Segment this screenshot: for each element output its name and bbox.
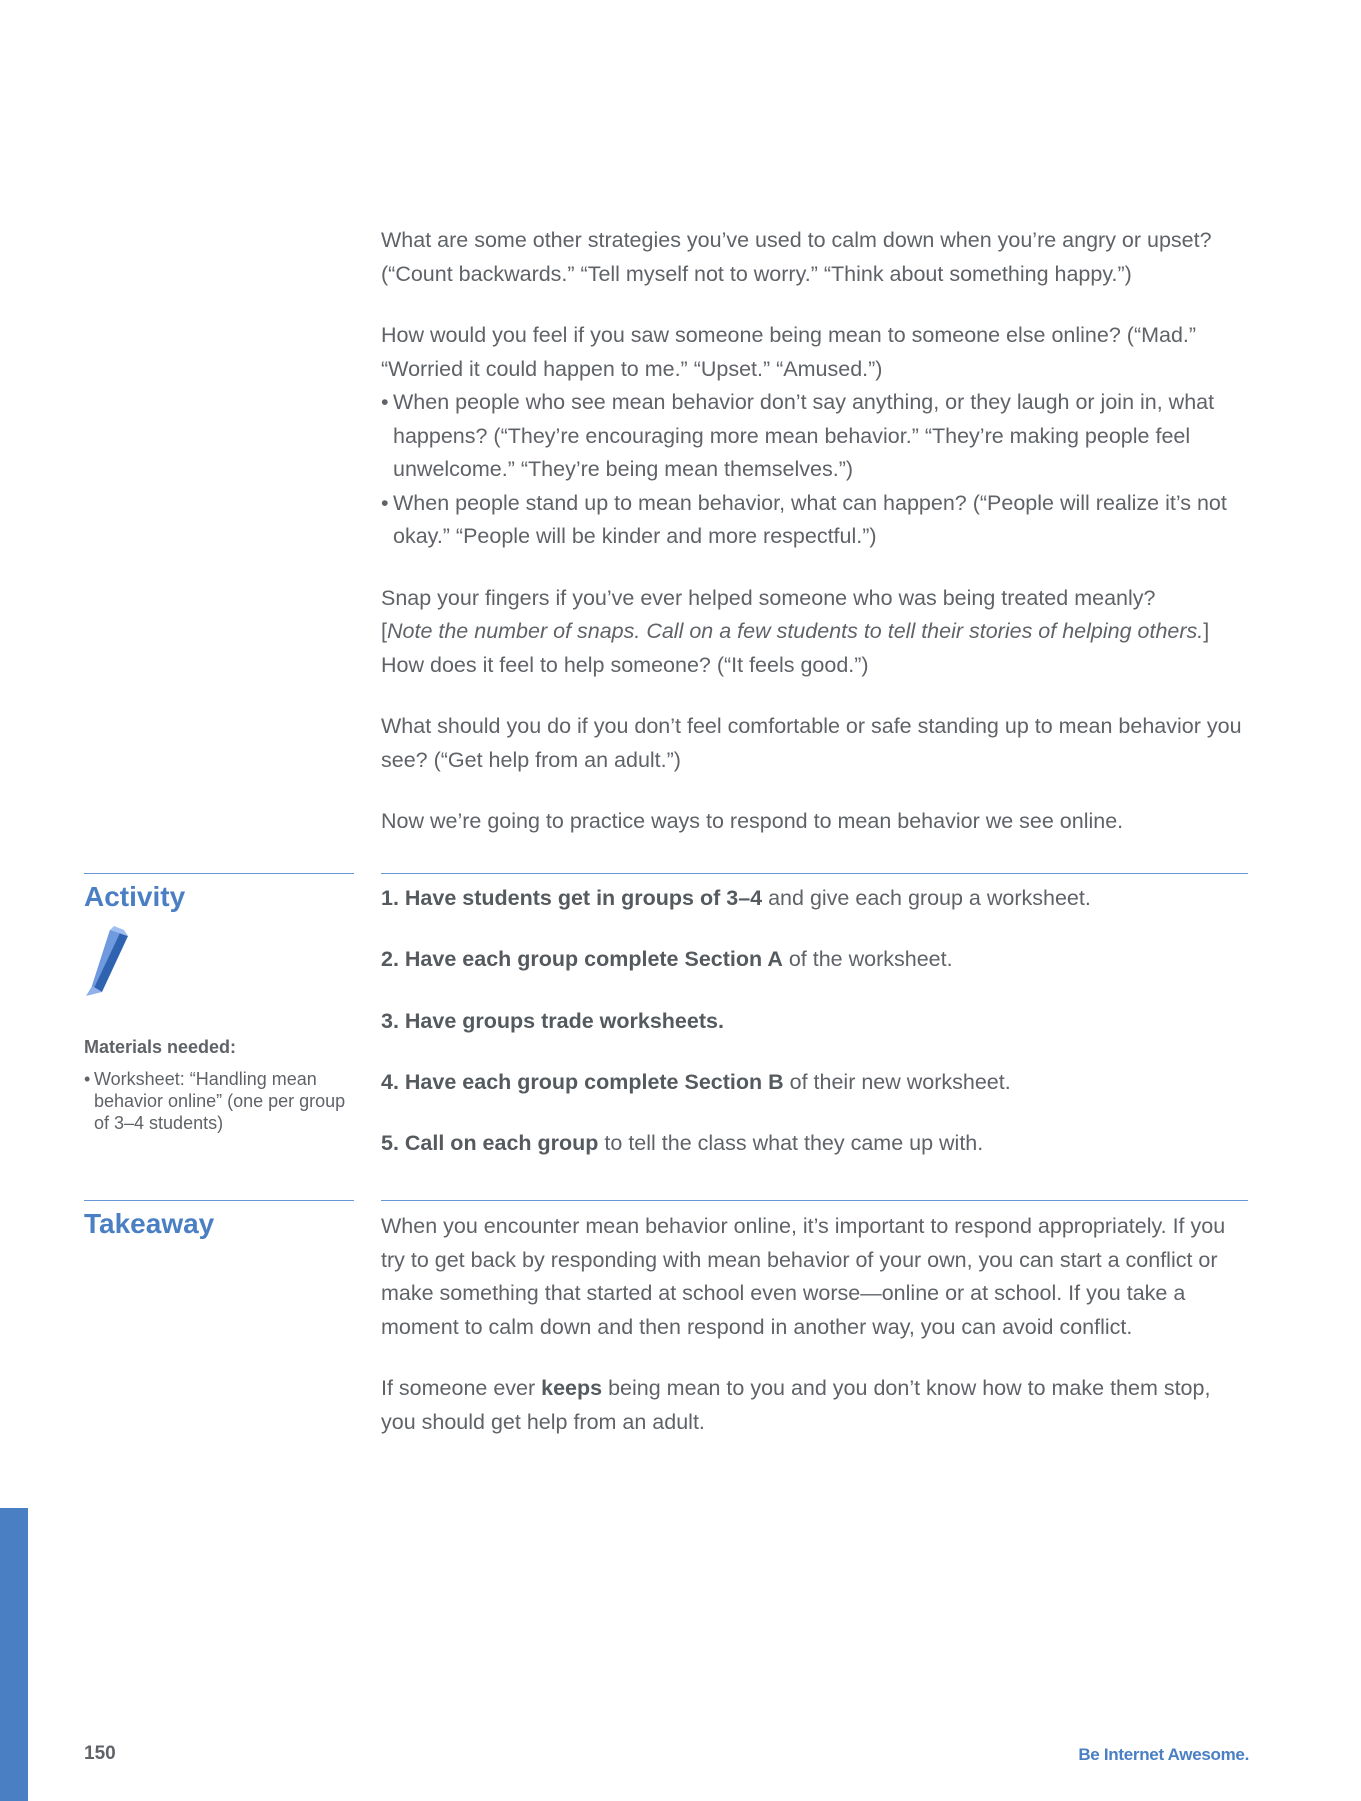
materials-label: Materials needed: bbox=[84, 1037, 237, 1057]
brand-logo: Be Internet Awesome. bbox=[1078, 1745, 1249, 1764]
activity-step: 5. Call on each group to tell the class what they came up with. bbox=[381, 1131, 984, 1155]
bullet-item: • When people who see mean behavior don’t say anything, or they laugh or join in, what happens? (“They’re encouraging more mean behavior.” “They’re making people feel unwelcome.” “They’re being mean themselves.”) bbox=[381, 390, 1215, 481]
takeaway-paragraph-1: When you encounter mean behavior online, it’s important to respond appropriately. If you try to get back by responding with mean behavior of your own, you can start a conflict or make something that started at school even worse—online or at school. If you take a moment to calm down and then respond in another way, you can avoid conflict. bbox=[381, 1214, 1226, 1339]
teacher-note: Note the number of snaps. Call on a few students to tell their stories of helping others. bbox=[386, 619, 1204, 643]
takeaway-divider-right bbox=[381, 1200, 1248, 1201]
activity-step: 2. Have each group complete Section A of the worksheet. bbox=[381, 947, 953, 971]
materials-needed bbox=[84, 1036, 354, 1134]
discussion-question-1: What are some other strategies you’ve used to calm down when you’re angry or upset? (“Count backwards.” “Tell myself not to worry.” “Think about something happy.”) bbox=[381, 228, 1212, 286]
bullet-item: • When people stand up to mean behavior, what can happen? (“People will realize it’s not okay.” “People will be kinder and more respectful.”) bbox=[381, 490, 1227, 548]
takeaway-text bbox=[381, 1210, 1251, 1439]
discussion-question-3: Snap your fingers if you’ve ever helped someone who was being treated meanly? [Note the number of snaps. Call on a few students to tell their stories of helping others.] How does it feel to help someone? (“It feels good.”) bbox=[381, 585, 1210, 677]
activity-title: Activity bbox=[84, 881, 186, 912]
pencil-icon bbox=[80, 926, 132, 996]
activity-step: 3. Have groups trade worksheets. bbox=[381, 1009, 724, 1033]
materials-item: • Worksheet: “Handling mean behavior online” (one per group of 3–4 students) bbox=[84, 1069, 346, 1133]
discussion-question-4: What should you do if you don’t feel comfortable or safe standing up to mean behavior you see? (“Get help from an adult.”) bbox=[381, 714, 1242, 772]
takeaway-paragraph-2: If someone ever keeps being mean to you and you don’t know how to make them stop, you should get help from an adult. bbox=[381, 1376, 1211, 1434]
discussion-question-2: How would you feel if you saw someone being mean to someone else online? (“Mad.” “Worried it could happen to me.” “Upset.” “Amused.”) bbox=[381, 323, 1197, 381]
activity-divider-right bbox=[381, 873, 1248, 874]
takeaway-title: Takeaway bbox=[84, 1208, 215, 1239]
takeaway-divider-left bbox=[84, 1200, 354, 1201]
page-number: 150 bbox=[84, 1743, 116, 1764]
discussion-block bbox=[381, 224, 1251, 839]
activity-divider-left bbox=[84, 873, 354, 874]
discussion-transition: Now we’re going to practice ways to respond to mean behavior we see online. bbox=[381, 809, 1124, 833]
activity-step: 4. Have each group complete Section B of their new worksheet. bbox=[381, 1070, 1011, 1094]
activity-step: 1. Have students get in groups of 3–4 and give each group a worksheet. bbox=[381, 886, 1091, 910]
side-accent-bar bbox=[0, 1508, 28, 1801]
